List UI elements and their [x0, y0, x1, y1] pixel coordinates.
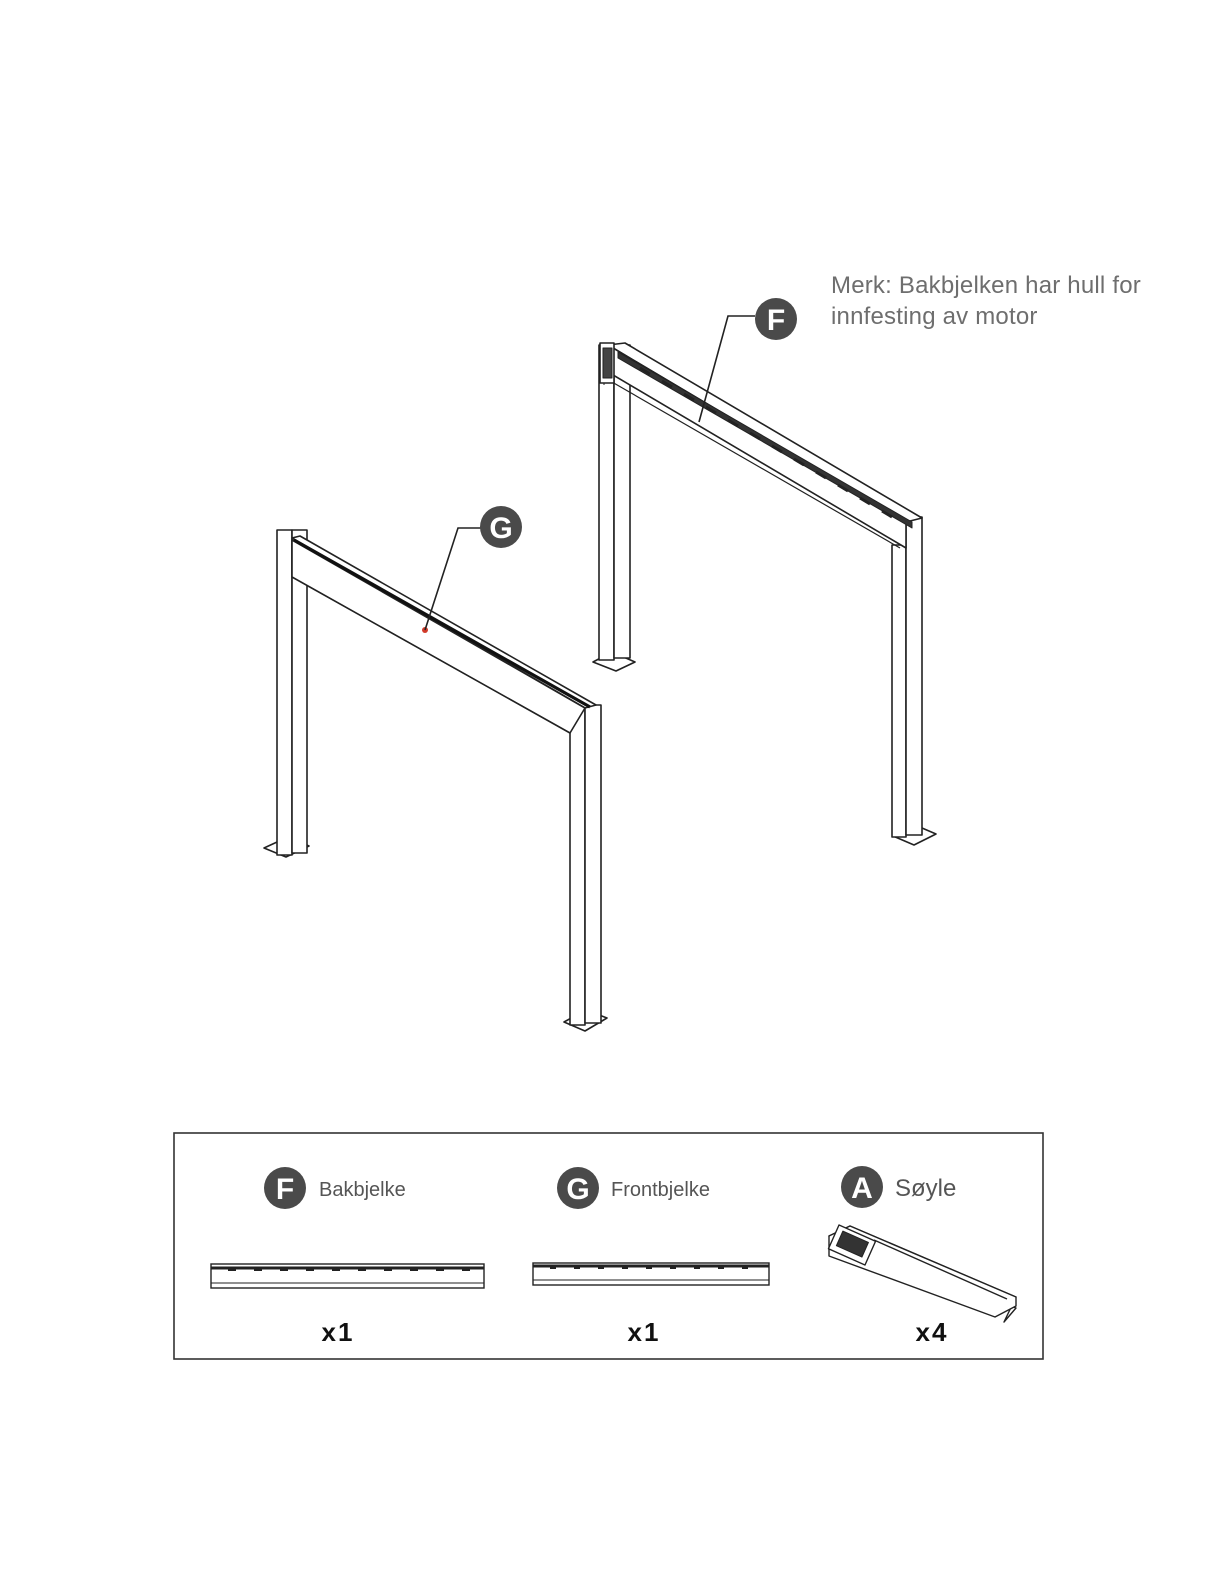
callout-leaders	[425, 316, 755, 630]
svg-text:x1: x1	[627, 1317, 661, 1347]
svg-text:Frontbjelke: Frontbjelke	[611, 1179, 710, 1201]
front-beam-icon	[533, 1263, 769, 1285]
front-beam-g	[292, 536, 596, 733]
svg-text:x1: x1	[321, 1317, 355, 1347]
svg-text:G: G	[566, 1173, 590, 1206]
note-line-2: innfesting av motor	[831, 303, 1038, 330]
callout-badge-f	[755, 298, 797, 340]
svg-text:Bakbjelke: Bakbjelke	[319, 1179, 406, 1201]
back-left-post	[593, 345, 635, 671]
front-right-post	[564, 705, 607, 1031]
callout-badge-g	[480, 506, 522, 548]
svg-text:F: F	[275, 1173, 295, 1206]
back-beam-icon	[211, 1264, 484, 1288]
svg-text:x4: x4	[915, 1317, 949, 1347]
note-line-1: Merk: Bakbjelken har hull for	[831, 272, 1141, 299]
svg-text:G: G	[489, 512, 513, 545]
svg-text:F: F	[766, 304, 786, 337]
back-frame-illustration	[593, 343, 936, 845]
front-frame-illustration	[264, 530, 607, 1031]
back-right-post	[892, 517, 936, 845]
svg-text:A: A	[851, 1172, 873, 1205]
svg-text:Søyle: Søyle	[895, 1175, 957, 1202]
motor-mount-note	[831, 270, 1201, 332]
parts-legend-box	[174, 1133, 1043, 1359]
